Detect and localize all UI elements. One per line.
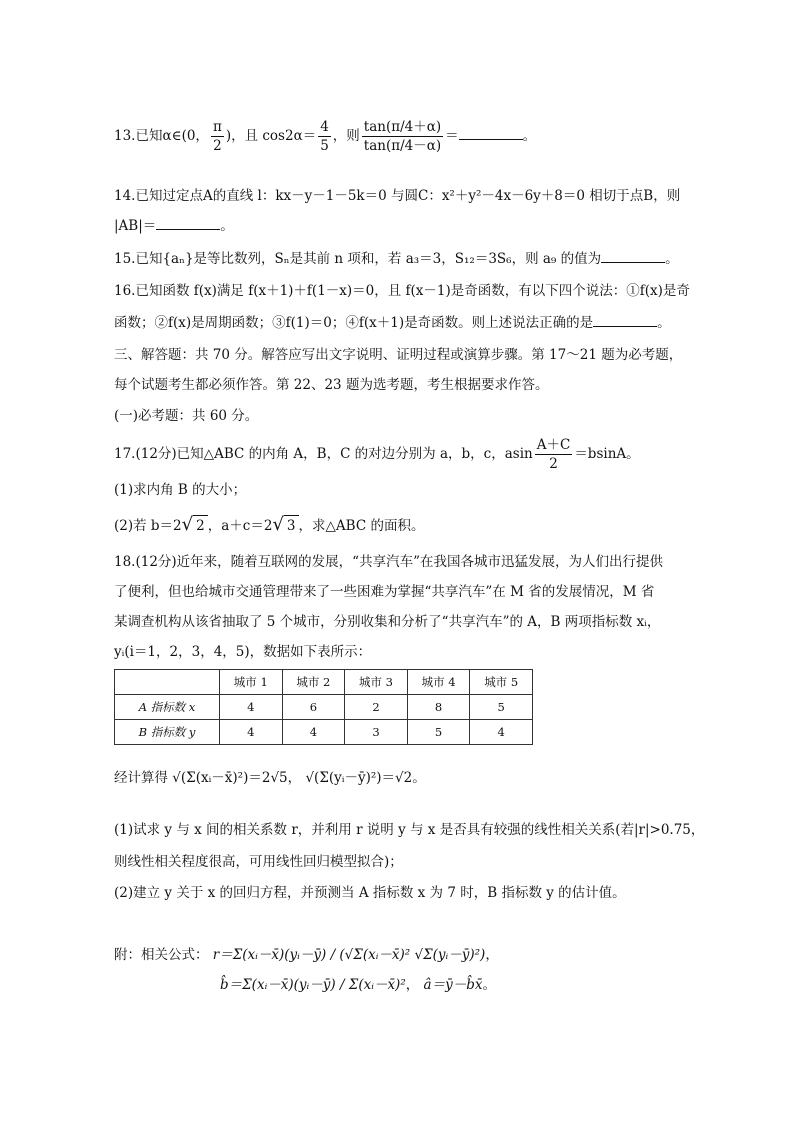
q13-end: 。 — [522, 128, 537, 144]
question-16-line2 — [114, 312, 671, 333]
table-cell: 6 — [282, 695, 345, 720]
table-cell: 2 — [345, 695, 408, 720]
table-cell: 4 — [220, 695, 283, 720]
answer-blank-14 — [156, 215, 220, 230]
formula-r: r＝Σ(xᵢ－x̄)(yᵢ－ȳ) / (√Σ(xᵢ－x̄)² √Σ(yᵢ－ȳ)²) — [212, 947, 486, 963]
section-3-line2: 每个试题考生都必须作答。第 22、23 题为选考题，考生根据要求作答。 — [114, 377, 549, 393]
table-row — [115, 695, 533, 720]
table-row — [115, 720, 533, 745]
answer-blank-16 — [593, 312, 657, 327]
q16-line2-text: 函数；②f(x)是周期函数；③f(1)＝0；④f(x＋1)是奇函数。则上述说法正确的是 — [114, 315, 594, 331]
question-18-line1: 18.(12分)近年来，随着互联网的发展，“共享汽车”在我国各城市迅猛发展，为人们出行提供 — [114, 554, 663, 570]
q17-part2-a: (2)若 b＝2 — [114, 518, 182, 534]
question-18-line2: 了便利，但也给城市交通管理带来了一些困难为掌握“共享汽车”在 M 省的发展情况，M 省 — [114, 584, 655, 600]
table-header-cell: 城市 3 — [345, 670, 408, 695]
section-3-line3: (一)必考题：共 60 分。 — [114, 408, 259, 424]
table-cell: 3 — [345, 720, 408, 745]
q17-frac-num: A＋C — [536, 437, 571, 453]
answer-blank-15 — [601, 248, 665, 263]
q14-ab: |AB|＝ — [114, 218, 157, 234]
table-row-header: B 指标数 y — [115, 720, 220, 745]
question-14-line1: 14.已知过定点A的直线 l：kx－y－1－5k＝0 与圆C：x²＋y²－4x－6y＋8＝0 相切于点B，则 — [114, 188, 681, 204]
question-17-part2 — [114, 515, 424, 536]
q13-tan-frac — [362, 118, 443, 155]
q13-frac-num: π — [212, 119, 222, 135]
q13-pi-over-2 — [211, 118, 224, 155]
q17-radicand-2: 3 — [284, 515, 299, 536]
q13-cos-num: 4 — [320, 119, 329, 135]
question-18-line4: yᵢ(i＝1，2，3，4，5)，数据如下表所示： — [114, 644, 372, 660]
question-18-part1-line2: 则线性相关程度很高，可用线性回归模型拟合)； — [114, 854, 403, 870]
answer-blank-13 — [459, 125, 523, 140]
question-13 — [114, 118, 536, 155]
sqrt-icon: √ — [181, 514, 194, 535]
calc-sum-y: √(Σ(yᵢ－ȳ)²)＝√2 — [305, 770, 413, 786]
q13-then: ，则 — [332, 128, 360, 144]
formula-a: â＝ȳ－b̂x̄ — [423, 977, 483, 993]
question-17-part1: (1)求内角 B 的大小； — [114, 482, 247, 498]
q13-cos-den: 5 — [320, 138, 329, 154]
calc-end: 。 — [412, 770, 426, 786]
formula-b: b̂＝Σ(xᵢ－x̄)(yᵢ－ȳ) / Σ(xᵢ－x̄)² — [220, 977, 406, 993]
q13-prefix: 13.已知α∈(0， — [114, 128, 209, 144]
table-header-cell — [115, 670, 220, 695]
calc-prefix: 经计算得 — [114, 770, 168, 786]
q17-part2-b: ，a＋c＝2 — [207, 518, 273, 534]
q15-end: 。 — [665, 251, 679, 267]
q17-part2-c: ，求△ABC 的面积。 — [298, 518, 425, 534]
table-cell: 4 — [282, 720, 345, 745]
q17-stem-prefix: 17.(12分)已知△ABC 的内角 A，B，C 的对边分别为 a，b，c，asin — [114, 446, 533, 462]
question-17-stem — [114, 436, 640, 473]
table-cell: 8 — [407, 695, 470, 720]
q13-equals: ＝ — [445, 128, 459, 144]
appendix-formulas-2: b̂＝Σ(xᵢ－x̄)(yᵢ－ȳ) / Σ(xᵢ－x̄)²， â＝ȳ－b̂x̄。 — [220, 977, 496, 993]
question-18-part1-line1: (1)试求 y 与 x 间的相关系数 r，并利用 r 说明 y 与 x 是否具有较强的线性相关关系(若|r|>0.75， — [114, 822, 705, 838]
section-3-line1: 三、解答题：共 70 分。解答应写出文字说明、证明过程或演算步骤。第 17～21 题为必考题， — [114, 347, 683, 363]
table-header-cell: 城市 5 — [470, 670, 533, 695]
calc-result-line: 经计算得 √(Σ(xᵢ－x̄)²)＝2√5， √(Σ(yᵢ－ȳ)²)＝√2。 — [114, 770, 426, 786]
q17-frac-den: 2 — [549, 456, 558, 472]
table-header-cell: 城市 1 — [220, 670, 283, 695]
q13-mid: )，且 cos2α＝ — [225, 128, 317, 144]
appendix-formulas: 附：相关公式： r＝Σ(xᵢ－x̄)(yᵢ－ȳ) / (√Σ(xᵢ－x̄)² √Σ(yᵢ－ȳ)²)， — [114, 947, 499, 963]
q17-radicand-1: 2 — [193, 515, 208, 536]
calc-sum-x: √(Σ(xᵢ－x̄)²)＝2√5 — [172, 770, 288, 786]
question-18-line3: 某调查机构从该省抽取了 5 个城市，分别收集和分析了“共享汽车”的 A，B 两项指标数 xᵢ， — [114, 614, 661, 630]
question-15 — [114, 248, 679, 269]
q13-tan-den: tan(π/4－α) — [363, 138, 442, 154]
table-cell: 5 — [470, 695, 533, 720]
appendix-prefix: 附：相关公式： — [114, 947, 209, 963]
sqrt-icon: √ — [272, 514, 284, 535]
table-cell: 4 — [220, 720, 283, 745]
q14-end: 。 — [220, 218, 234, 234]
table-header-row — [115, 670, 533, 695]
table-row-header: A 指标数 x — [115, 695, 220, 720]
q13-cos-frac — [318, 118, 331, 155]
q13-frac-den: 2 — [213, 138, 222, 154]
q13-tan-num: tan(π/4＋α) — [363, 119, 442, 135]
table-cell: 5 — [407, 720, 470, 745]
question-14-line2 — [114, 215, 234, 236]
q15-text: 15.已知{aₙ}是等比数列，Sₙ是其前 n 项和，若 a₃＝3，S₁₂＝3S₆，则 a₉ 的值为 — [114, 251, 602, 267]
table-cell: 4 — [470, 720, 533, 745]
table-header-cell: 城市 4 — [407, 670, 470, 695]
q17-frac — [535, 436, 573, 473]
question-16-line1: 16.已知函数 f(x)满足 f(x＋1)＋f(1－x)＝0，且 f(x－1)是奇函数，有以下四个说法：①f(x)是奇 — [114, 283, 690, 299]
table-header-cell: 城市 2 — [282, 670, 345, 695]
q17-stem-end: ＝bsinA。 — [574, 446, 640, 462]
question-18-part2: (2)建立 y 关于 x 的回归方程，并预测当 A 指标数 x 为 7 时，B 指标数 y 的估计值。 — [114, 885, 626, 901]
data-table — [114, 669, 533, 745]
q16-end: 。 — [657, 315, 671, 331]
